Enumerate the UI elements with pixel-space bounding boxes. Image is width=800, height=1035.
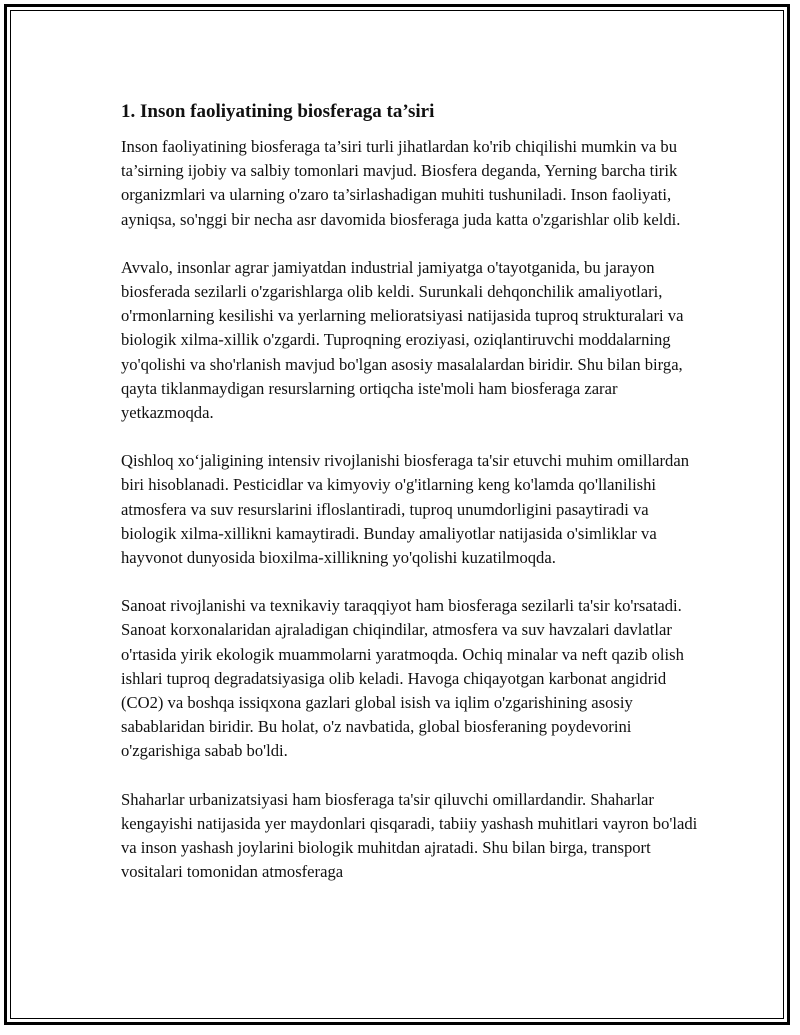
paragraph-2: Avvalo, insonlar agrar jamiyatdan industrial jamiyatga o'tayotganida, bu jarayon biosferada sezilarli o'zgarishlarga olib keldi. Surunkali dehqonchilik amaliyotlari, o'rmonlarning kesilishi va yerlarning melioratsiyasi natijasida tuproq strukturalari va biologik xilma-xillik o'zgardi. Tuproqning eroziyasi, oziqlantiruvchi moddalarning yo'qolishi va sho'rlanish mavjud bo'lgan asosiy masalalardan biridir. Shu bilan birga, qayta tiklanmaydigan resurslarning ortiqcha iste'moli ham biosferaga zarar yetkazmoqda. [121, 257, 684, 423]
paragraph-4: Sanoat rivojlanishi va texnikaviy taraqqiyot ham biosferaga sezilarli ta'sir ko'rsatadi. Sanoat korxonalaridan ajraladigan chiqindilar, atmosfera va suv havzalari davlatlar o'rtasida yirik ekologik muammolarni yaratmoqda. Ochiq minalar va neft qazib olish ishlari tuproq degradatsiyasiga olib keladi. Havoga chiqayotgan karbonat angidrid (CO2) va boshqa issiqxona gazlari global isish va iqlim o'zgarishining asosiy sabablaridan biridir. Bu holat, o'z navbatida, global biosferaning poydevorini o'zgarishiga sabab bo'ldi. [121, 596, 684, 761]
paragraph-3: Qishloq xo‘jaligining intensiv rivojlanishi biosferaga ta'sir etuvchi muhim omillardan biri hisoblanadi. Pesticidlar va kimyoviy o'g'itlarning keng ko'lamda qo'llanilishi atmosfera va suv resurslarini ifloslantiradi, tuproq unumdorligini pasaytiradi va biologik xilma-xillikni kamaytiradi. Bunday amaliyotlar natijasida o'simliklar va hayvonot dunyosida bioxilma-xillikning yo'qolishi kuzatilmoqda. [121, 451, 690, 568]
paragraph-1: Inson faoliyatining biosferaga ta’siri turli jihatlardan ko'rib chiqilishi mumkin va bu ta’sirning ijobiy va salbiy tomonlari mavjud. Biosfera deganda, Yerning barcha tirik organizmlari va ularning o'zaro ta’sirlashadigan muhiti tushuniladi. Inson faoliyati, ayniqsa, so'nggi bir necha asr davomida biosferaga juda katta o'zgarishlar olib keldi. [121, 137, 681, 229]
paragraph-5: Shaharlar urbanizatsiyasi ham biosferaga ta'sir qiluvchi omillardandir. Shaharlar kengayishi natijasida yer maydonlari qisqaradi, tabiiy yashash muhitlari vayron bo'ladi va inson yashash joylarini biologik muhitdan ajratadi. Shu bilan birga, transport vositalari tomonidan atmosferaga [121, 789, 698, 882]
document-body [121, 99, 701, 908]
page-frame [4, 4, 790, 1025]
section-heading: 1. Inson faoliyatining biosferaga ta’siri [121, 101, 435, 122]
